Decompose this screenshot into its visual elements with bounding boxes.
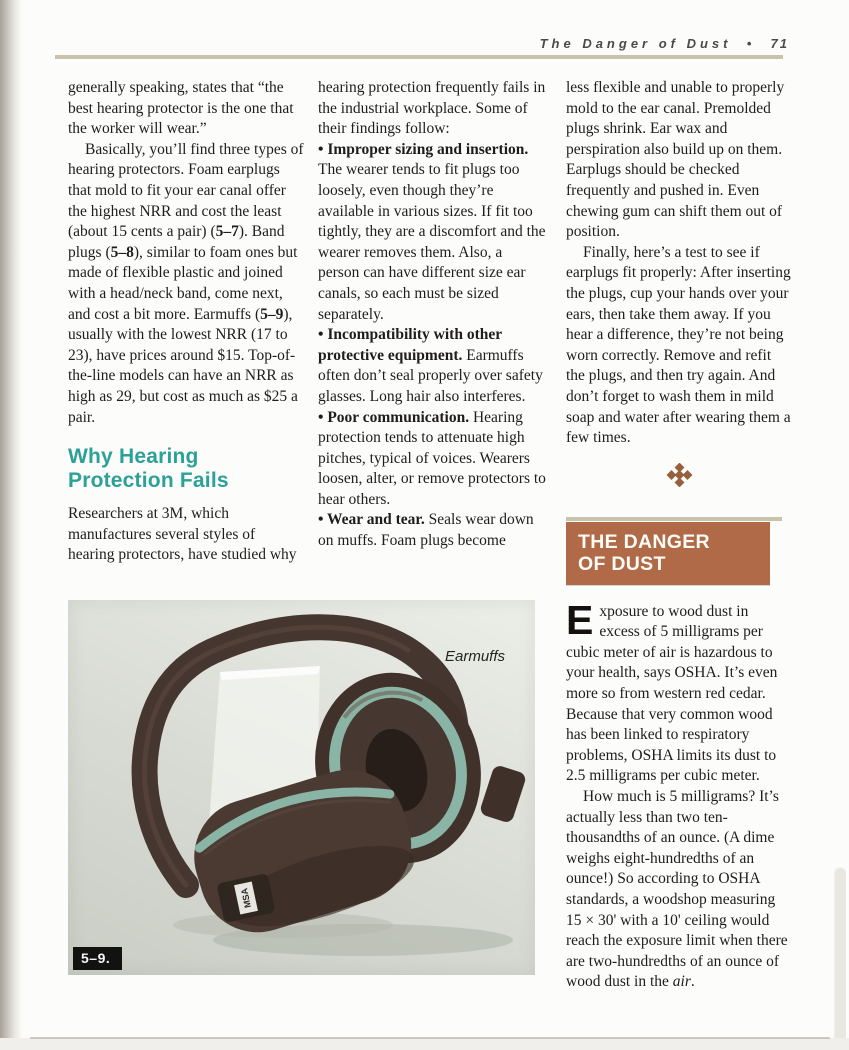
header-bullet-separator: •	[746, 36, 756, 51]
earmuffs-photo	[68, 600, 535, 975]
bullet-body: The wearer tends to fit plugs too loosely, even though they’re available in various sizes. If fit too tightly, they are a discomfort and the wearer removes them. Also, a person can have different size ear canals, so each must be sized separately.	[318, 161, 546, 323]
bullet-marker: •	[318, 140, 328, 158]
page-edge-right	[835, 868, 846, 1050]
paragraph-text: xposure to wood dust in excess of 5 milligrams per cubic meter of air is hazardous to your health, says OSHA. It’s even more so from western red cedar. Because that very common wood has been linked to respiratory problems, OSHA limits its dust to 2.5 milligrams per cubic meter.	[566, 602, 778, 785]
section-heading-why-hearing-protection-fails	[68, 445, 304, 493]
paragraph: hearing protection frequently fails in the industrial workplace. Some of their findings follow:	[318, 79, 546, 138]
bullet-item	[318, 140, 546, 325]
paragraph: Finally, here’s a test to see if earplugs fit properly: After inserting the plugs, cup your hands over your ears, then take them away. If you hear a difference, they’re not being worn correctly. Remove and refit the plugs, and then try again. And don’t forget to wash them in mild soap and water after wearing them a few times.	[566, 243, 791, 447]
bullet-body: Seals wear down on muffs. Foam plugs become	[318, 511, 534, 550]
drop-cap: E	[566, 596, 594, 643]
bullet-lead: Poor communication.	[327, 408, 470, 426]
bullet-body: Hearing protection tends to attenuate high pitches, typical of voices. Wearers loosen, alter, or remove protectors to hear others.	[318, 408, 546, 508]
bullet-lead: Incompatibility with other protective equipment.	[318, 326, 502, 364]
paragraph: generally speaking, states that “the best hearing protector is the one that the worker will wear.”	[68, 79, 294, 138]
sidebar-title-line2: OF DUST	[578, 552, 666, 575]
section-heading-line1: Why Hearing	[68, 445, 199, 469]
running-header	[540, 36, 789, 51]
diamond-ornament-icon	[662, 463, 696, 487]
page-gutter-shadow	[0, 0, 22, 1050]
column-3	[566, 78, 792, 993]
bullet-item	[318, 408, 546, 511]
column-1	[68, 78, 304, 566]
sidebar-title-line1: THE DANGER	[578, 530, 710, 553]
photo-caption: Earmuffs	[444, 648, 505, 665]
section-heading-line2: Protection Fails	[68, 469, 229, 493]
bullet-item	[318, 510, 546, 551]
bullet-lead: Wear and tear.	[327, 511, 425, 529]
bullet-marker: •	[318, 408, 328, 426]
paragraph: Basically, you’ll find three types of hearing protectors. Foam earplugs that mold to fit your ear canal offer the highest NRR and cost the least (about 15 cents a pair) (5–7). Band plugs (5–8), similar to foam ones but made of flexible plastic and joined with a head/neck band, come next, and cost a bit more. Earmuffs (5–9), usually with the lowest NRR (17 to 23), have prices around $15. Top-of-the-line models can have an NRR as high as 29, but cost as much as $25 a pair.	[68, 140, 304, 426]
bullet-body: Earmuffs often don’t seal properly over safety glasses. Long hair also interferes.	[318, 346, 543, 405]
sidebar-top-rule	[566, 517, 782, 521]
sidebar-danger-of-dust	[566, 517, 792, 585]
bullet-lead: Improper sizing and insertion.	[327, 140, 529, 158]
running-title: The Danger of Dust	[539, 36, 732, 51]
paragraph-dropcap	[566, 596, 792, 787]
msa-logo-text: MSA	[239, 887, 253, 909]
sidebar-title-box	[566, 522, 770, 585]
page-edge-bottom	[0, 1038, 849, 1050]
paragraph: How much is 5 milligrams? It’s actually less than two ten-thousandths of an ounce. (A dime weighs eight-hundredths of an ounce!) So according to OSHA standards, a woodshop measuring 15 × 30' with a 10' ceiling would reach the exposure limit when there are two-hundredths of an ounce of wood dust in the air.	[566, 788, 788, 991]
bullet-marker: •	[318, 326, 328, 344]
paragraph: less flexible and unable to properly mold to the ear canal. Premolded plugs shrink. Ear wax and perspiration also build up on them. Earplugs should be checked frequently and pushed in. Even chewing gum can shift them out of position.	[566, 79, 785, 241]
bullet-item	[318, 325, 546, 407]
bullet-marker: •	[318, 511, 328, 529]
paragraph: Researchers at 3M, which manufactures several styles of hearing protectors, have studied why	[68, 505, 297, 564]
column-2	[318, 78, 546, 552]
page-number: 71	[770, 36, 789, 51]
figure-label: 5–9.	[73, 947, 122, 970]
page-edge-bottom-line	[30, 1037, 830, 1039]
header-rule	[55, 55, 783, 59]
